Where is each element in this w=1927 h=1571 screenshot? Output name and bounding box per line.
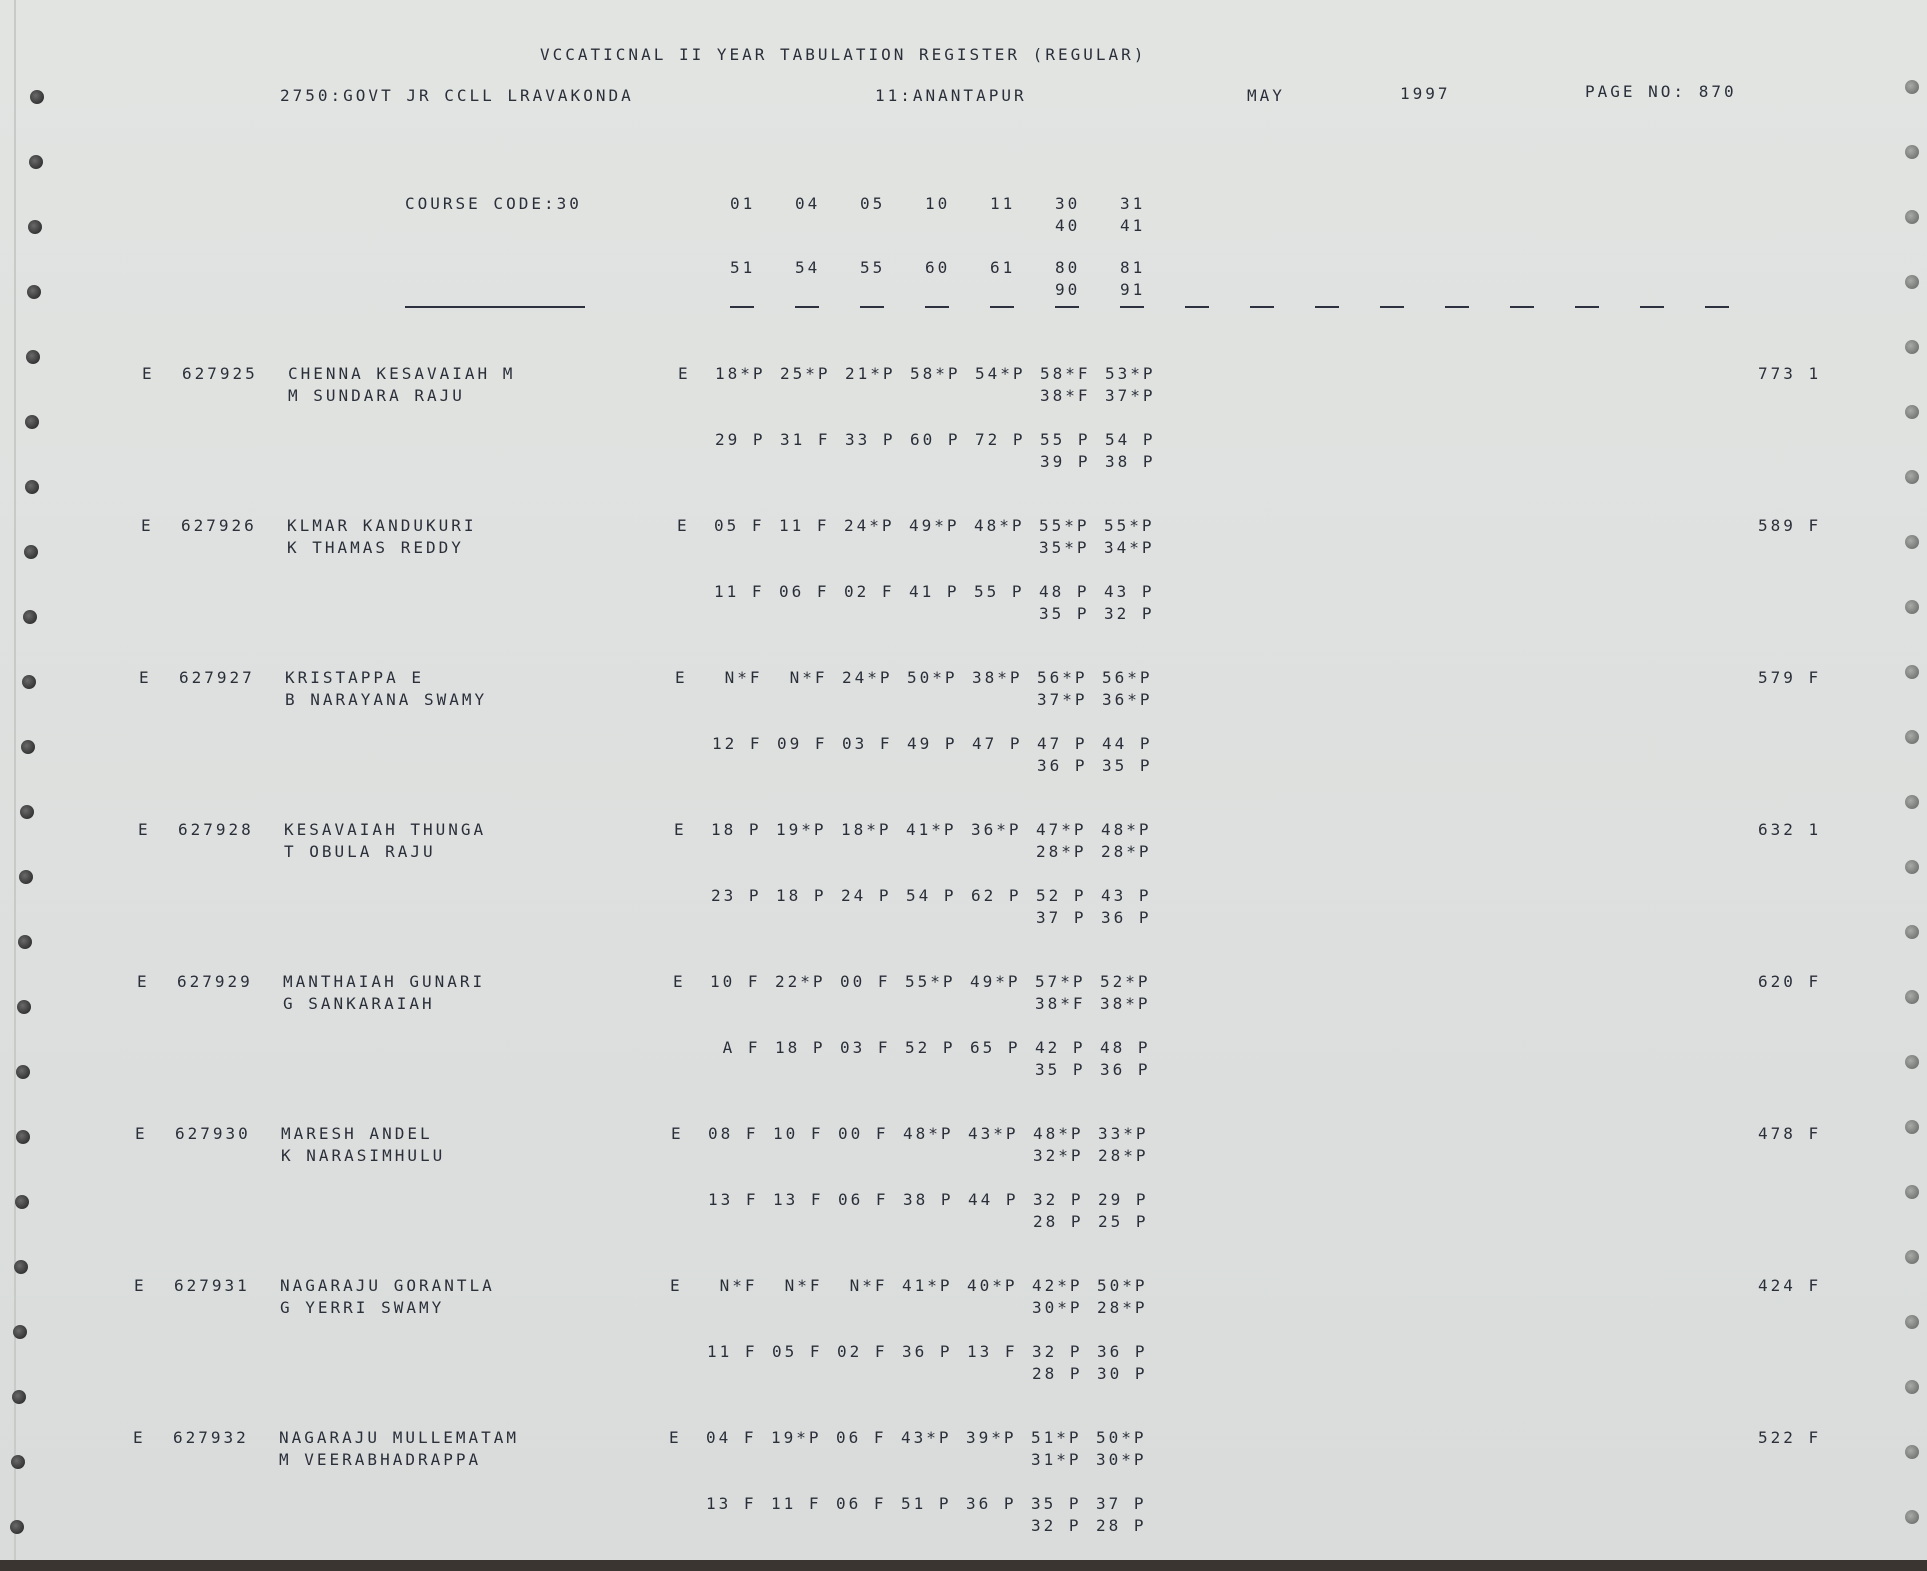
college-name: 2750:GOVT JR CCLL LRAVAKONDA	[280, 86, 634, 105]
total-marks: 632 1	[1758, 820, 1822, 839]
mark-cell: 62 P	[971, 886, 1022, 905]
registration-number: 627932	[173, 1428, 249, 1447]
mark-cell: 24*P	[842, 668, 893, 687]
registration-number: 627927	[179, 668, 255, 687]
exam-flag: E	[675, 668, 688, 687]
mark-cell: 39 P	[1040, 452, 1091, 471]
student-name: KESAVAIAH THUNGA	[284, 820, 487, 839]
mark-cell: 48 P	[1039, 582, 1090, 601]
mark-cell: 24*P	[844, 516, 895, 535]
exam-flag: E	[673, 972, 686, 991]
feed-hole	[25, 415, 39, 429]
feed-hole	[16, 1130, 30, 1144]
student-type: E	[141, 516, 154, 535]
student-name: CHENNA KESAVAIAH M	[288, 364, 516, 383]
feed-hole	[1905, 730, 1919, 744]
mark-cell: 04 F	[706, 1428, 757, 1447]
feed-hole	[13, 1325, 27, 1339]
mark-cell: 10 F	[710, 972, 761, 991]
feed-hole	[23, 610, 37, 624]
feed-hole	[1905, 145, 1919, 159]
mark-cell: 35 P	[1102, 756, 1153, 775]
mark-cell: 43*P	[968, 1124, 1019, 1143]
registration-number: 627926	[181, 516, 257, 535]
column-dash	[1250, 306, 1274, 308]
mark-cell: 11 F	[771, 1494, 822, 1513]
mark-cell: 30 P	[1097, 1364, 1148, 1383]
feed-hole	[1905, 535, 1919, 549]
mark-cell: 56*P	[1037, 668, 1088, 687]
mark-cell: 33 P	[845, 430, 896, 449]
feed-hole	[25, 480, 39, 494]
student-name: NAGARAJU GORANTLA	[280, 1276, 495, 1295]
mark-cell: 32 P	[1033, 1190, 1084, 1209]
mark-cell: 08 F	[708, 1124, 759, 1143]
mark-cell: 43*P	[901, 1428, 952, 1447]
column-dash	[1640, 306, 1664, 308]
mark-cell: 44 P	[968, 1190, 1019, 1209]
mark-cell: 47 P	[1037, 734, 1088, 753]
feed-hole	[1905, 405, 1919, 419]
mark-cell: 53*P	[1105, 364, 1156, 383]
subject-code: 61	[990, 258, 1016, 277]
mark-cell: 18 P	[711, 820, 762, 839]
subject-code: 30	[1055, 194, 1081, 213]
mark-cell: 55 P	[1040, 430, 1091, 449]
father-name: K THAMAS REDDY	[287, 538, 464, 557]
mark-cell: 41 P	[909, 582, 960, 601]
mark-cell: 38*F	[1040, 386, 1091, 405]
exam-flag: E	[674, 820, 687, 839]
registration-number: 627925	[182, 364, 258, 383]
mark-cell: 54 P	[1105, 430, 1156, 449]
feed-hole	[16, 1065, 30, 1079]
subject-code: 31	[1120, 194, 1146, 213]
exam-flag: E	[669, 1428, 682, 1447]
mark-cell: 06 F	[836, 1428, 887, 1447]
mark-cell: 24 P	[841, 886, 892, 905]
mark-cell: 28*P	[1101, 842, 1152, 861]
mark-cell: 38*F	[1035, 994, 1086, 1013]
mark-cell: 52 P	[905, 1038, 956, 1057]
mark-cell: 42*P	[1032, 1276, 1083, 1295]
feed-hole	[1905, 1510, 1919, 1524]
subject-code: 54	[795, 258, 821, 277]
feed-hole	[1905, 275, 1919, 289]
column-dash	[1055, 306, 1079, 308]
feed-hole	[1905, 1315, 1919, 1329]
mark-cell: 50*P	[1097, 1276, 1148, 1295]
mark-cell: 09 F	[777, 734, 828, 753]
total-marks: 424 F	[1758, 1276, 1822, 1295]
mark-cell: 39*P	[966, 1428, 1017, 1447]
mark-cell: 30*P	[1096, 1450, 1147, 1469]
mark-cell: 52 P	[1036, 886, 1087, 905]
feed-hole	[10, 1520, 24, 1534]
mark-cell: 48*P	[903, 1124, 954, 1143]
mark-cell: 19*P	[776, 820, 827, 839]
mark-cell: 72 P	[975, 430, 1026, 449]
student-type: E	[139, 668, 152, 687]
column-dash	[1510, 306, 1534, 308]
mark-cell: 52*P	[1100, 972, 1151, 991]
mark-cell: 28 P	[1032, 1364, 1083, 1383]
father-name: K NARASIMHULU	[281, 1146, 446, 1165]
feed-hole	[11, 1455, 25, 1469]
feed-hole	[1905, 665, 1919, 679]
feed-hole	[29, 155, 43, 169]
registration-number: 627931	[174, 1276, 250, 1295]
mark-cell: 36 P	[1101, 908, 1152, 927]
mark-cell: 44 P	[1102, 734, 1153, 753]
registration-number: 627928	[178, 820, 254, 839]
feed-hole	[28, 220, 42, 234]
feed-hole	[1905, 600, 1919, 614]
mark-cell: 55 P	[974, 582, 1025, 601]
column-dash	[795, 306, 819, 308]
father-name: G YERRI SWAMY	[280, 1298, 445, 1317]
total-marks: 589 F	[1758, 516, 1822, 535]
mark-cell: 35 P	[1039, 604, 1090, 623]
mark-cell: 06 F	[836, 1494, 887, 1513]
feed-hole	[1905, 210, 1919, 224]
mark-cell: 00 F	[838, 1124, 889, 1143]
mark-cell: 36 P	[1037, 756, 1088, 775]
subject-code: 11	[990, 194, 1016, 213]
mark-cell: 28*P	[1036, 842, 1087, 861]
exam-flag: E	[670, 1276, 683, 1295]
mark-cell: 02 F	[844, 582, 895, 601]
exam-flag: E	[677, 516, 690, 535]
mark-cell: 29 P	[1098, 1190, 1149, 1209]
mark-cell: N*F	[707, 1276, 758, 1295]
mark-cell: 50*P	[907, 668, 958, 687]
student-type: E	[134, 1276, 147, 1295]
mark-cell: 19*P	[771, 1428, 822, 1447]
page-number: PAGE NO: 870	[1585, 82, 1737, 101]
subject-code: 10	[925, 194, 951, 213]
mark-cell: 11 F	[779, 516, 830, 535]
mark-cell: 35 P	[1035, 1060, 1086, 1079]
mark-cell: 37*P	[1037, 690, 1088, 709]
registration-number: 627929	[177, 972, 253, 991]
mark-cell: 34*P	[1104, 538, 1155, 557]
exam-flag: E	[678, 364, 691, 383]
mark-cell: 28 P	[1033, 1212, 1084, 1231]
mark-cell: 42 P	[1035, 1038, 1086, 1057]
student-type: E	[138, 820, 151, 839]
mark-cell: 18 P	[776, 886, 827, 905]
mark-cell: 51 P	[901, 1494, 952, 1513]
mark-cell: N*F	[837, 1276, 888, 1295]
column-dash	[925, 306, 949, 308]
student-type: E	[135, 1124, 148, 1143]
feed-hole	[1905, 1380, 1919, 1394]
column-dash	[730, 306, 754, 308]
mark-cell: 55*P	[1039, 516, 1090, 535]
total-marks: 579 F	[1758, 668, 1822, 687]
mark-cell: 55*P	[1104, 516, 1155, 535]
mark-cell: 31*P	[1031, 1450, 1082, 1469]
mark-cell: 37 P	[1036, 908, 1087, 927]
mark-cell: 32 P	[1031, 1516, 1082, 1535]
mark-cell: 58*P	[910, 364, 961, 383]
mark-cell: 25*P	[780, 364, 831, 383]
mark-cell: N*F	[712, 668, 763, 687]
mark-cell: 38*P	[972, 668, 1023, 687]
mark-cell: N*F	[772, 1276, 823, 1295]
feed-hole	[1905, 1185, 1919, 1199]
total-marks: 522 F	[1758, 1428, 1822, 1447]
column-dash	[860, 306, 884, 308]
student-name: NAGARAJU MULLEMATAM	[279, 1428, 520, 1447]
student-type: E	[137, 972, 150, 991]
mark-cell: 51*P	[1031, 1428, 1082, 1447]
mark-cell: 36 P	[902, 1342, 953, 1361]
feed-hole	[24, 545, 38, 559]
mark-cell: 13 F	[708, 1190, 759, 1209]
mark-cell: 28*P	[1098, 1146, 1149, 1165]
mark-cell: 40*P	[967, 1276, 1018, 1295]
mark-cell: 38 P	[1105, 452, 1156, 471]
mark-cell: 47*P	[1036, 820, 1087, 839]
exam-month: MAY	[1247, 86, 1285, 105]
mark-cell: 18 P	[775, 1038, 826, 1057]
mark-cell: 48*P	[1033, 1124, 1084, 1143]
course-code-label: COURSE CODE:30	[405, 194, 582, 213]
district-name: 11:ANANTAPUR	[875, 86, 1027, 105]
feed-hole	[1905, 990, 1919, 1004]
feed-hole	[1905, 80, 1919, 94]
mark-cell: 43 P	[1101, 886, 1152, 905]
mark-cell: 13 F	[967, 1342, 1018, 1361]
feed-hole	[1905, 1445, 1919, 1459]
mark-cell: 02 F	[837, 1342, 888, 1361]
total-marks: 478 F	[1758, 1124, 1822, 1143]
column-dash	[1315, 306, 1339, 308]
mark-cell: 49 P	[907, 734, 958, 753]
mark-cell: 36*P	[971, 820, 1022, 839]
father-name: M VEERABHADRAPPA	[279, 1450, 482, 1469]
total-marks: 773 1	[1758, 364, 1822, 383]
mark-cell: 23 P	[711, 886, 762, 905]
subject-code: 80	[1055, 258, 1081, 277]
mark-cell: 00 F	[840, 972, 891, 991]
father-name: B NARAYANA SWAMY	[285, 690, 488, 709]
student-name: MARESH ANDEL	[281, 1124, 433, 1143]
mark-cell: 11 F	[707, 1342, 758, 1361]
column-dash	[1120, 306, 1144, 308]
mark-cell: 36 P	[966, 1494, 1017, 1513]
feed-hole	[1905, 1250, 1919, 1264]
mark-cell: 03 F	[840, 1038, 891, 1057]
mark-cell: 29 P	[715, 430, 766, 449]
mark-cell: 36 P	[1100, 1060, 1151, 1079]
mark-cell: 49*P	[970, 972, 1021, 991]
mark-cell: 50*P	[1096, 1428, 1147, 1447]
father-name: T OBULA RAJU	[284, 842, 436, 861]
mark-cell: 47 P	[972, 734, 1023, 753]
mark-cell: 10 F	[773, 1124, 824, 1143]
mark-cell: 60 P	[910, 430, 961, 449]
mark-cell: N*F	[777, 668, 828, 687]
mark-cell: 37*P	[1105, 386, 1156, 405]
student-name: MANTHAIAH GUNARI	[283, 972, 486, 991]
mark-cell: 49*P	[909, 516, 960, 535]
mark-cell: 32 P	[1104, 604, 1155, 623]
mark-cell: 28 P	[1096, 1516, 1147, 1535]
column-dash	[1445, 306, 1469, 308]
mark-cell: 36*P	[1102, 690, 1153, 709]
mark-cell: 13 F	[773, 1190, 824, 1209]
mark-cell: 18*P	[715, 364, 766, 383]
subject-code: 41	[1120, 216, 1146, 235]
registration-number: 627930	[175, 1124, 251, 1143]
header-underline	[405, 306, 585, 308]
column-dash	[1185, 306, 1209, 308]
feed-hole	[17, 1000, 31, 1014]
column-dash	[1575, 306, 1599, 308]
subject-code: 40	[1055, 216, 1081, 235]
mark-cell: 32 P	[1032, 1342, 1083, 1361]
father-name: M SUNDARA RAJU	[288, 386, 465, 405]
student-name: KLMAR KANDUKURI	[287, 516, 477, 535]
mark-cell: 65 P	[970, 1038, 1021, 1057]
feed-hole	[15, 1195, 29, 1209]
subject-code: 55	[860, 258, 886, 277]
subject-code: 01	[730, 194, 756, 213]
feed-hole	[1905, 1055, 1919, 1069]
subject-code: 91	[1120, 280, 1146, 299]
mark-cell: 12 F	[712, 734, 763, 753]
mark-cell: 38*P	[1100, 994, 1151, 1013]
feed-hole	[1905, 470, 1919, 484]
mark-cell: 28*P	[1097, 1298, 1148, 1317]
feed-hole	[12, 1390, 26, 1404]
feed-hole	[1905, 925, 1919, 939]
subject-code: 90	[1055, 280, 1081, 299]
mark-cell: 36 P	[1097, 1342, 1148, 1361]
mark-cell: 33*P	[1098, 1124, 1149, 1143]
mark-cell: 11 F	[714, 582, 765, 601]
mark-cell: 03 F	[842, 734, 893, 753]
feed-hole	[22, 675, 36, 689]
mark-cell: 22*P	[775, 972, 826, 991]
mark-cell: 18*P	[841, 820, 892, 839]
mark-cell: 30*P	[1032, 1298, 1083, 1317]
subject-code: 51	[730, 258, 756, 277]
mark-cell: 06 F	[779, 582, 830, 601]
feed-hole	[27, 285, 41, 299]
feed-hole	[1905, 1120, 1919, 1134]
column-dash	[990, 306, 1014, 308]
mark-cell: 48*P	[974, 516, 1025, 535]
mark-cell: 41*P	[906, 820, 957, 839]
mark-cell: 31 F	[780, 430, 831, 449]
mark-cell: 06 F	[838, 1190, 889, 1209]
mark-cell: 56*P	[1102, 668, 1153, 687]
mark-cell: 35 P	[1031, 1494, 1082, 1513]
feed-hole	[18, 935, 32, 949]
subject-code: 04	[795, 194, 821, 213]
subject-code: 81	[1120, 258, 1146, 277]
student-type: E	[142, 364, 155, 383]
mark-cell: 05 F	[714, 516, 765, 535]
mark-cell: 41*P	[902, 1276, 953, 1295]
mark-cell: 21*P	[845, 364, 896, 383]
mark-cell: 54*P	[975, 364, 1026, 383]
subject-code: 05	[860, 194, 886, 213]
mark-cell: 48 P	[1100, 1038, 1151, 1057]
feed-hole	[19, 870, 33, 884]
mark-cell: 05 F	[772, 1342, 823, 1361]
feed-hole	[21, 740, 35, 754]
mark-cell: 54 P	[906, 886, 957, 905]
feed-hole	[1905, 795, 1919, 809]
mark-cell: A F	[710, 1038, 761, 1057]
feed-hole	[1905, 340, 1919, 354]
mark-cell: 55*P	[905, 972, 956, 991]
student-type: E	[133, 1428, 146, 1447]
mark-cell: 13 F	[706, 1494, 757, 1513]
mark-cell: 32*P	[1033, 1146, 1084, 1165]
mark-cell: 38 P	[903, 1190, 954, 1209]
mark-cell: 58*F	[1040, 364, 1091, 383]
mark-cell: 25 P	[1098, 1212, 1149, 1231]
column-dash	[1705, 306, 1729, 308]
father-name: G SANKARAIAH	[283, 994, 435, 1013]
report-title: VCCATICNAL II YEAR TABULATION REGISTER (REGULAR)	[540, 45, 1147, 64]
feed-hole	[20, 805, 34, 819]
mark-cell: 57*P	[1035, 972, 1086, 991]
feed-hole	[14, 1260, 28, 1274]
mark-cell: 35*P	[1039, 538, 1090, 557]
mark-cell: 48*P	[1101, 820, 1152, 839]
feed-hole	[30, 90, 44, 104]
feed-hole	[1905, 860, 1919, 874]
student-name: KRISTAPPA E	[285, 668, 424, 687]
exam-year: 1997	[1400, 84, 1451, 103]
column-dash	[1380, 306, 1404, 308]
mark-cell: 37 P	[1096, 1494, 1147, 1513]
feed-hole	[26, 350, 40, 364]
mark-cell: 43 P	[1104, 582, 1155, 601]
subject-code: 60	[925, 258, 951, 277]
exam-flag: E	[671, 1124, 684, 1143]
total-marks: 620 F	[1758, 972, 1822, 991]
